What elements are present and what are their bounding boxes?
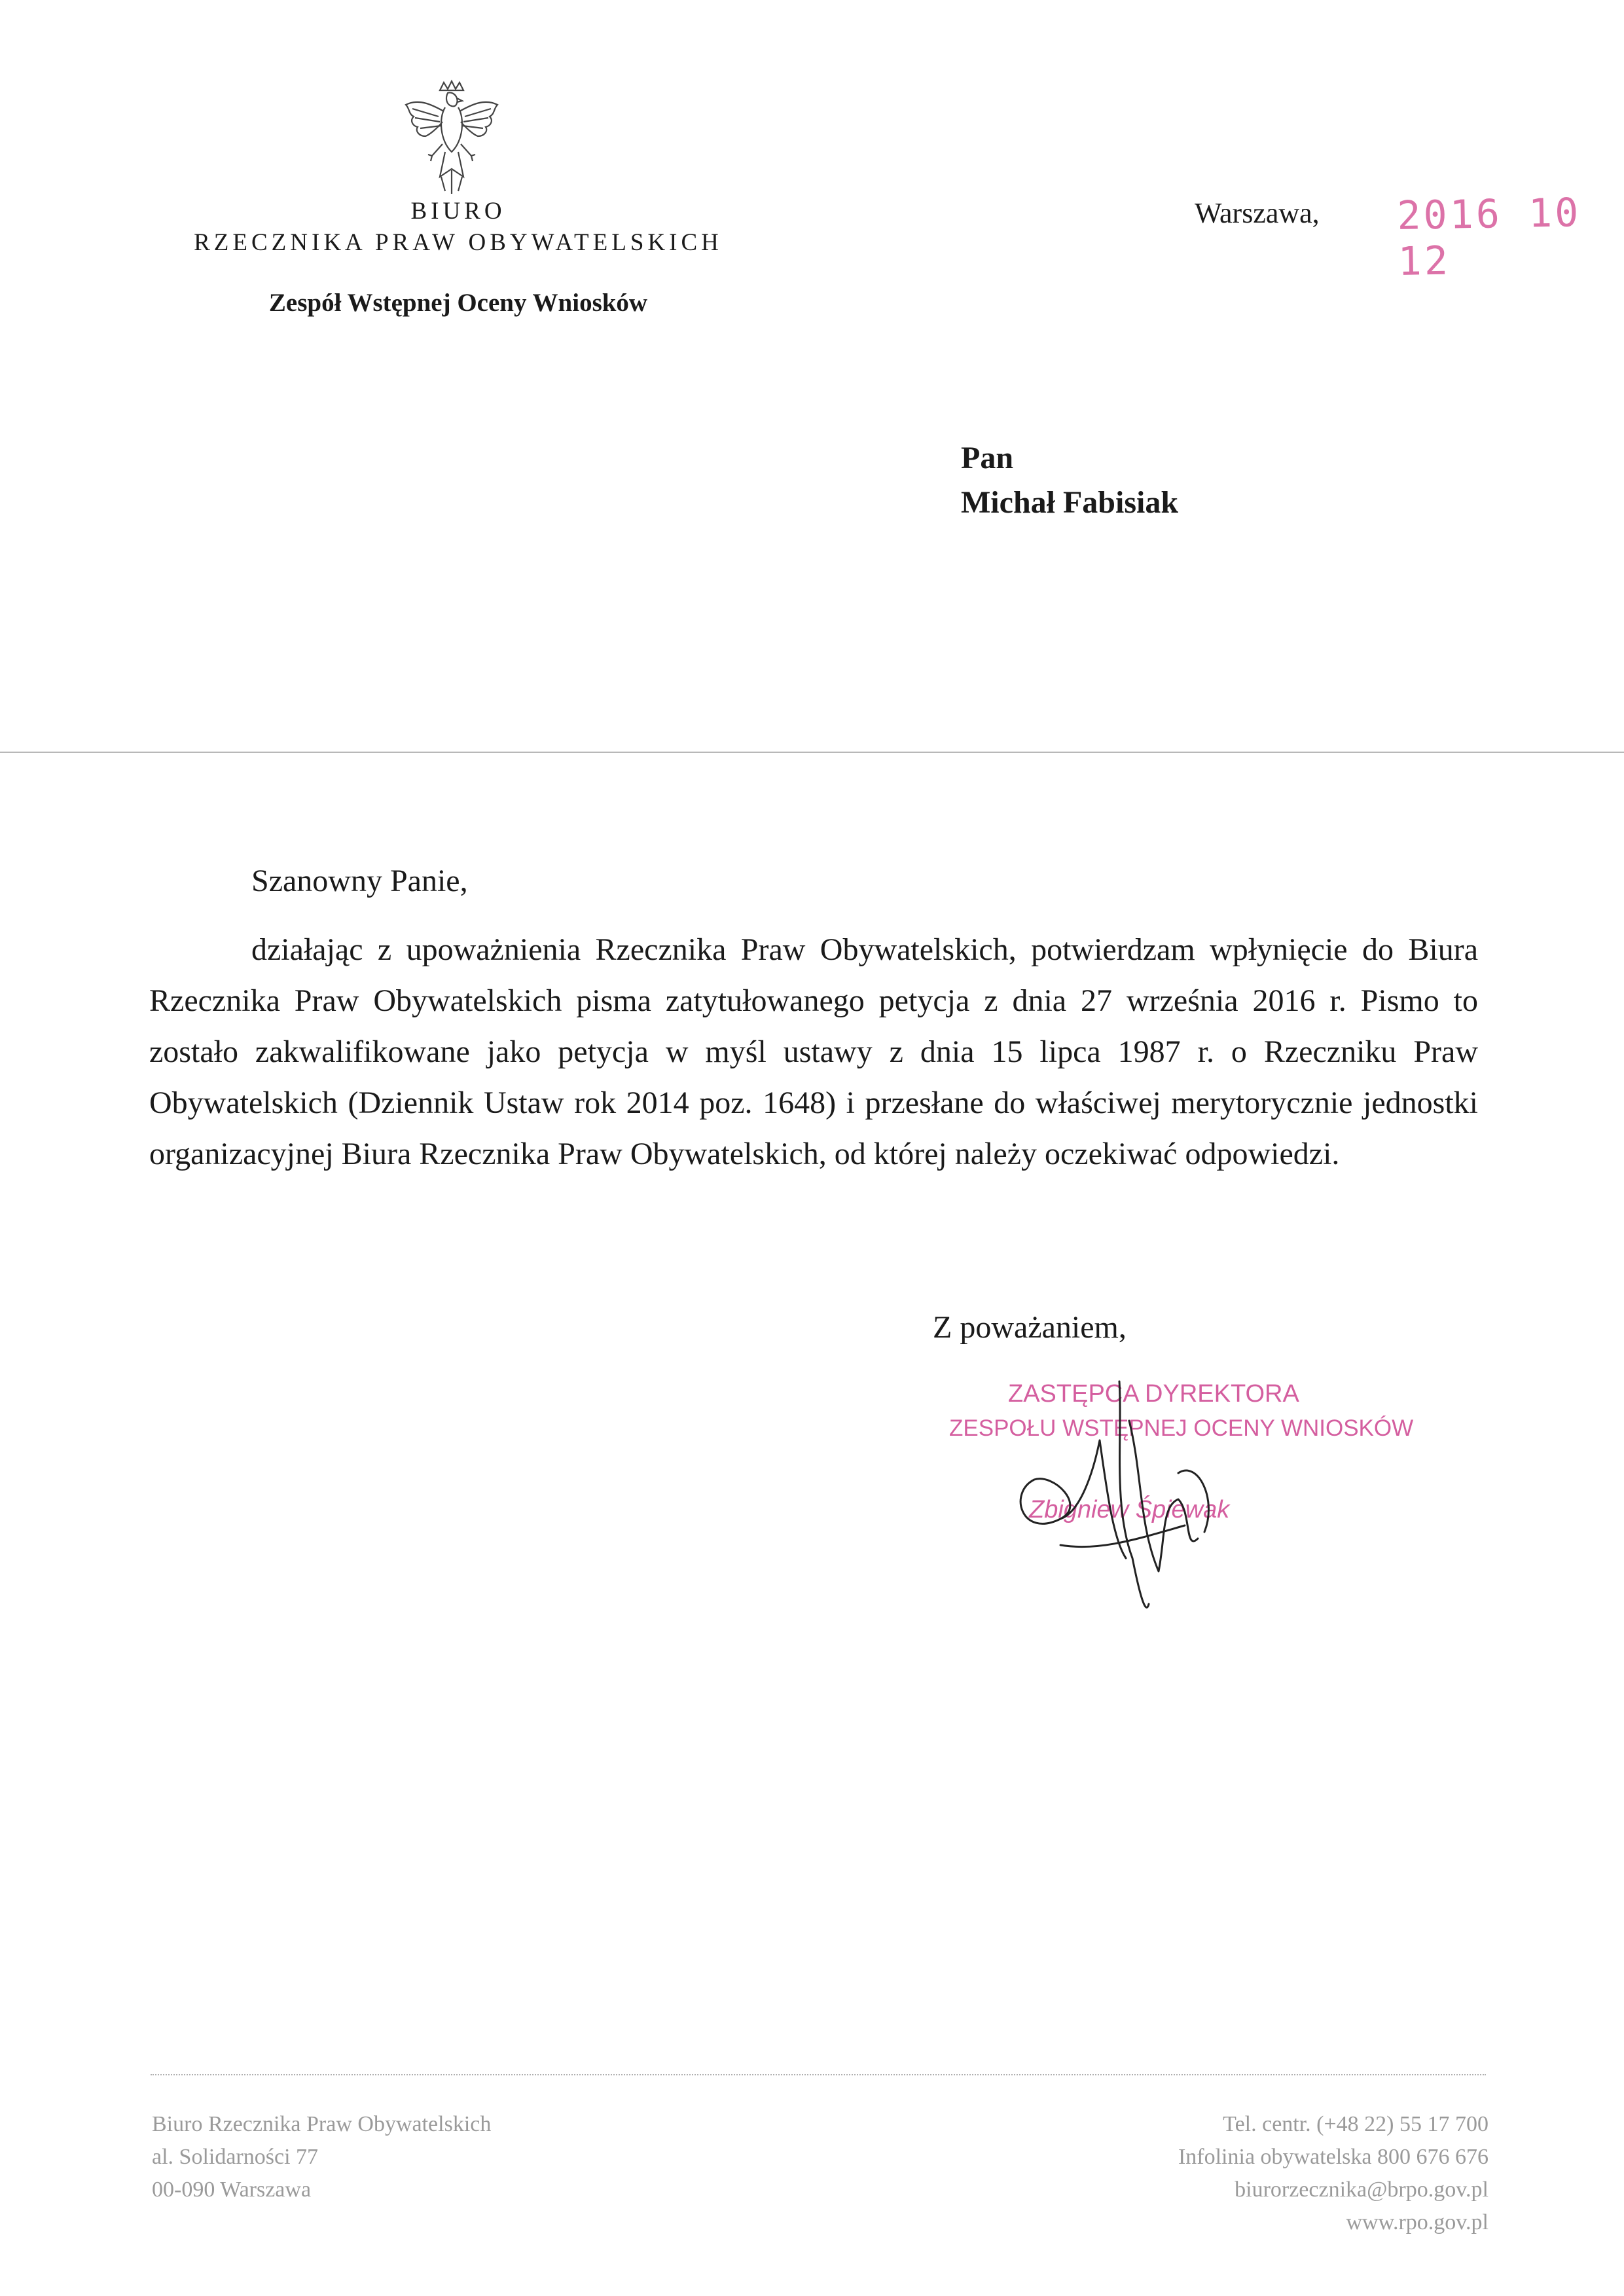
handwritten-signature (982, 1342, 1309, 1617)
footer-contact (1178, 2108, 1489, 2239)
letter-body (149, 924, 1478, 1180)
place-label: Warszawa, (1195, 197, 1320, 229)
stamp-unit: ZESPOŁU WSTĘPNEJ OCENY WNIOSKÓW (949, 1415, 1414, 1441)
fold-line (0, 752, 1624, 753)
letter-paragraph: działając z upoważnienia Rzecznika Praw Obywatelskich, potwierdzam wpłynięcie do Biura Rzecznika Praw Obywatelskich pisma zatytułowanego petycja z dnia 27 września 2016 r. Pismo to zostało zakwalifikowane jako petycja w myśl ustawy z dnia 15 lipca 1987 r. o Rzeczniku Praw Obywatelskich (Dziennik Ustaw rok 2014 poz. 1648) i przesłane do właściwej merytorycznie jednostki organizacyjnej Biura Rzecznika Praw Obywatelskich, od której należy oczekiwać odpowiedzi. (149, 932, 1478, 1171)
greeting: Szanowny Panie, (251, 864, 468, 898)
office-name-line2: RZECZNIKA PRAW OBYWATELSKICH (194, 229, 723, 256)
footer-street: al. Solidarności 77 (152, 2145, 319, 2169)
polish-eagle-emblem-icon (399, 79, 504, 200)
department-name: Zespół Wstępnej Oceny Wniosków (268, 289, 648, 317)
footer-email-link[interactable]: biurorzecznika@brpo.gov.pl (1235, 2178, 1489, 2202)
footer-divider (151, 2074, 1486, 2075)
date-stamp: 2016 10 12 (1396, 190, 1581, 285)
footer-website-link[interactable]: www.rpo.gov.pl (1346, 2210, 1489, 2234)
stamp-name: Zbigniew Śpiewak (1029, 1496, 1230, 1523)
footer-office: Biuro Rzecznika Praw Obywatelskich (152, 2112, 492, 2136)
recipient-salutation: Pan (961, 441, 1014, 475)
footer-hotline: Infolinia obywatelska 800 676 676 (1178, 2145, 1489, 2169)
footer-address (152, 2108, 491, 2206)
stamp-title: ZASTĘPCA DYREKTORA (1008, 1380, 1299, 1408)
recipient-name: Michał Fabisiak (961, 485, 1179, 520)
office-name-line1: BIURO (410, 198, 506, 225)
footer-phone: Tel. centr. (+48 22) 55 17 700 (1223, 2112, 1489, 2136)
closing: Z poważaniem, (933, 1310, 1127, 1345)
footer-city: 00-090 Warszawa (152, 2178, 312, 2202)
